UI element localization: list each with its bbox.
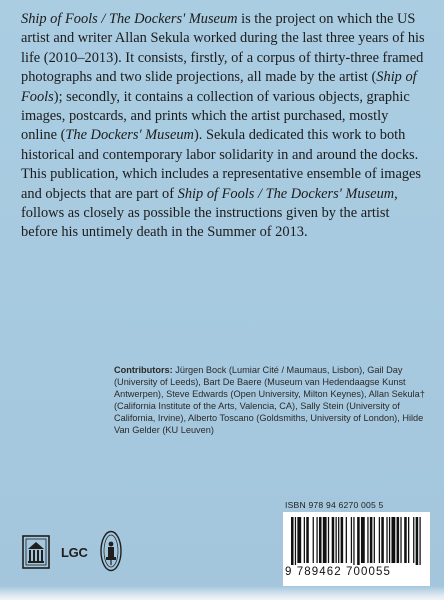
barcode-bar	[389, 517, 390, 563]
barcode-bar	[357, 517, 360, 565]
barcode-bar	[291, 517, 294, 565]
blurb-text-2: ); secondly, it contains a collection of various objects, graphic images, postcards, and prints which the artist purchased, mostly online (	[21, 88, 410, 144]
barcode-bar	[416, 517, 419, 565]
isbn-label: ISBN 978 94 6270 005 5	[285, 500, 384, 510]
barcode-bar	[370, 517, 373, 563]
university-seal-icon	[100, 530, 122, 572]
blurb-ship-of-fools: Ship of Fools	[21, 69, 417, 105]
barcode-bar	[319, 517, 322, 563]
barcode-bar	[419, 517, 420, 565]
publisher-logos	[20, 526, 130, 576]
contributors-label: Contributors:	[114, 365, 173, 375]
barcode-bar	[381, 517, 384, 563]
barcode-bar	[400, 517, 401, 563]
blurb-text-4: , follows as closely as possible the instructions given by the artist before his untimely death in the Summer of 2013.	[21, 185, 398, 241]
barcode-bar	[346, 517, 347, 563]
barcode-bar	[313, 517, 314, 563]
building-emblem-icon	[22, 535, 50, 569]
barcode-bar	[386, 517, 387, 563]
barcode-bar	[328, 517, 329, 563]
blurb-text-1: is the project on which the US artist and writer Allan Sekula worked during the last three years of his life (2010–2013). It consists, firstly, of a corpus of thirty-three framed photographs and two slide projections, all made by the artist (	[21, 11, 425, 86]
blurb-paragraph	[21, 10, 426, 243]
contributors-list	[114, 364, 434, 437]
blurb-title-1: Ship of Fools / The Dockers' Museum	[21, 11, 238, 27]
barcode-bar	[351, 517, 352, 563]
barcode-bar	[332, 517, 335, 563]
bottom-edge	[0, 586, 444, 600]
barcode-bar	[374, 517, 375, 563]
barcode-digits: 9 789462 700055	[285, 566, 392, 578]
barcode-bar	[413, 517, 414, 563]
contributors-text: Jürgen Bock (Lumiar Cité / Maumaus, Lisbon), Gail Day (University of Leeds), Bart De Baere (Museum van Hedendaagse Kunst Antwerpen), Steve Edwards (Open University, Milton Keynes), Allan Sekula† (California Institute of the Arts, Valencia, CA), Sally Stein (University of California, Irvine), Alberto Toscano (Goldsmiths, University of London), Hilde Van Gelder (KU Leuven)	[114, 365, 425, 436]
barcode-bar	[336, 517, 337, 563]
barcode-bar	[295, 517, 296, 565]
blurb-title-2: Ship of Fools / The Dockers' Museum	[177, 185, 395, 202]
barcode-bar	[316, 517, 317, 563]
blurb-dockers-museum: The Dockers' Museum	[65, 127, 194, 144]
lgc-logo: LGC	[61, 545, 88, 560]
barcode-bar	[304, 517, 305, 563]
barcode	[283, 512, 430, 586]
barcode-bar	[408, 517, 409, 563]
barcode-bar	[404, 517, 407, 563]
barcode-bar	[341, 517, 344, 563]
blurb-text-3: ). Sekula dedicated this work to both historical and contemporary labor solidarity in and around the docks. This publication, which includes a representative ensemble of images and objects that are part of	[21, 127, 422, 202]
barcode-bar	[306, 517, 309, 563]
barcode-bar	[397, 517, 400, 563]
barcode-bars-icon	[291, 517, 422, 565]
barcode-bar	[391, 517, 395, 563]
barcode-bar	[367, 517, 368, 563]
barcode-bar	[297, 517, 301, 563]
barcode-bar	[379, 517, 380, 563]
barcode-bar	[361, 517, 365, 563]
barcode-bar	[323, 517, 327, 563]
barcode-bar	[338, 517, 339, 563]
barcode-bar	[353, 517, 354, 565]
